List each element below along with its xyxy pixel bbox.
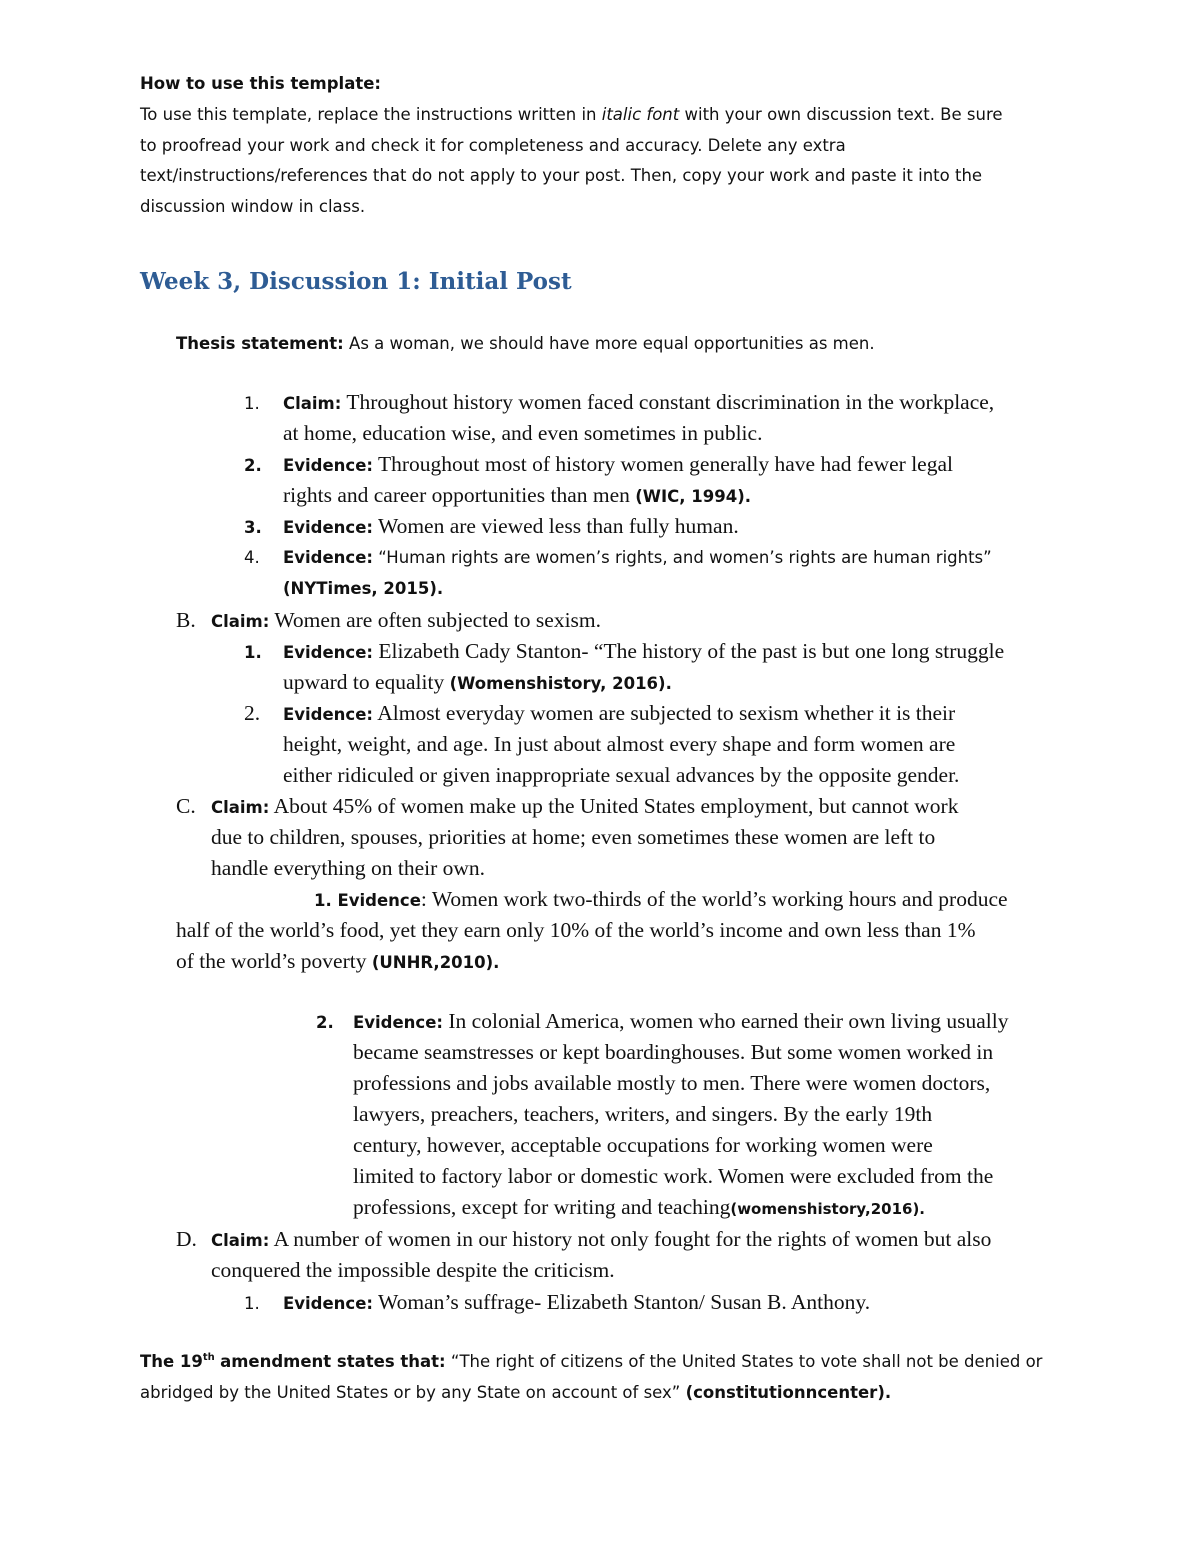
list-item-evidence (353, 1011, 1008, 1033)
citation: (constitutionncenter). (685, 1383, 892, 1402)
list-item-text: professions and jobs available mostly to men. There were women doctors, (353, 1071, 991, 1095)
citation: (WIC, 1994). (635, 487, 751, 506)
claim-label: Claim: (283, 394, 342, 413)
thesis-text: As a woman, we should have more equal opportunities as men. (349, 334, 875, 353)
list-item-text: lawyers, preachers, teachers, writers, and singers. By the early 19th (353, 1102, 933, 1126)
list-item-text: half of the world’s food, yet they earn only 10% of the world’s income and own less than 1% (176, 918, 976, 942)
howto-text: To use this template, replace the instructions written in (140, 105, 597, 124)
evidence-label: Evidence: (283, 705, 374, 724)
list-number: 1. (244, 1294, 260, 1313)
citation: (NYTimes, 2015). (283, 579, 444, 598)
amendment-label: The 19 (140, 1352, 203, 1371)
evidence-text: : Women work two-thirds of the world’s working hours and produce (420, 887, 1008, 911)
evidence-text: Elizabeth Cady Stanton- “The history of the past is but one long struggle (378, 639, 1005, 663)
evidence-text: rights and career opportunities than men (283, 483, 630, 507)
claim-text: handle everything on their own. (211, 856, 486, 880)
evidence-label: Evidence: (283, 548, 374, 567)
evidence-text: Women are viewed less than fully human. (378, 514, 739, 538)
evidence-text: professions, except for writing and teaching (353, 1195, 731, 1219)
amendment-quote: “The right of citizens of the United States to vote shall not be denied or (450, 1352, 1043, 1371)
list-number: 3. (244, 518, 262, 537)
howto-italic-text: italic font (601, 105, 680, 124)
list-item-evidence (283, 454, 953, 476)
list-item-text (283, 672, 672, 694)
citation: (womenshistory,2016). (730, 1200, 926, 1218)
list-item-evidence (283, 516, 739, 538)
howto-heading: How to use this template: (140, 74, 382, 93)
page-title: Week 3, Discussion 1: Initial Post (140, 268, 572, 295)
section-claim (211, 1229, 991, 1251)
citation: (Womenshistory, 2016). (449, 674, 672, 693)
list-item-text (353, 1197, 925, 1219)
list-item-evidence (283, 550, 992, 567)
evidence-label: Evidence: (283, 456, 374, 475)
evidence-text: of the world’s poverty (176, 949, 367, 973)
list-item-text (283, 485, 751, 507)
evidence-label: 1. Evidence (314, 891, 421, 910)
section-letter: D. (176, 1227, 197, 1251)
claim-label: Claim: (211, 1231, 270, 1250)
howto-line-3: text/instructions/references that do not apply to your post. Then, copy your work and paste it into the (140, 166, 983, 185)
evidence-text: upward to equality (283, 670, 445, 694)
claim-text: conquered the impossible despite the criticism. (211, 1258, 615, 1282)
list-item-text: height, weight, and age. In just about almost every shape and form women are (283, 732, 956, 756)
list-item-evidence (283, 641, 1004, 663)
list-number: 4. (244, 548, 260, 567)
section-claim (211, 796, 958, 818)
evidence-label: Evidence: (283, 643, 374, 662)
list-item-evidence (283, 1292, 870, 1314)
list-item-text: limited to factory labor or domestic work. Women were excluded from the (353, 1164, 994, 1188)
list-item-text: at home, education wise, and even sometimes in public. (283, 421, 763, 445)
list-item-text: either ridiculed or given inappropriate sexual advances by the opposite gender. (283, 763, 960, 787)
claim-text: Throughout history women faced constant discrimination in the workplace, (346, 390, 995, 414)
list-item-claim (283, 392, 994, 414)
amendment-line-2 (140, 1385, 891, 1402)
claim-text: About 45% of women make up the United States employment, but cannot work (273, 794, 959, 818)
list-number: 2. (244, 701, 261, 725)
amendment-sup: th (202, 1352, 215, 1363)
list-item-evidence (314, 889, 1008, 911)
citation: (UNHR,2010). (371, 953, 500, 972)
list-item-evidence (283, 703, 955, 725)
claim-text: A number of women in our history not only fought for the rights of women but also (273, 1227, 992, 1251)
claim-label: Claim: (211, 612, 270, 631)
thesis-statement (176, 336, 875, 353)
evidence-text: Almost everyday women are subjected to sexism whether it is their (377, 701, 956, 725)
section-claim (211, 610, 601, 632)
list-number: 2. (316, 1013, 334, 1032)
evidence-text: “Human rights are women’s rights, and women’s rights are human rights” (378, 548, 992, 567)
evidence-text: In colonial America, women who earned their own living usually (448, 1009, 1009, 1033)
section-letter: B. (176, 608, 196, 632)
evidence-label: Evidence: (283, 1294, 374, 1313)
evidence-text: Woman’s suffrage- Elizabeth Stanton/ Susan B. Anthony. (378, 1290, 871, 1314)
section-letter: C. (176, 794, 196, 818)
evidence-label: Evidence: (353, 1013, 444, 1032)
howto-line-4: discussion window in class. (140, 197, 366, 216)
evidence-text: Throughout most of history women generally have had fewer legal (378, 452, 953, 476)
list-number: 1. (244, 394, 260, 413)
list-item-text: century, however, acceptable occupations for working women were (353, 1133, 933, 1157)
list-item-text (176, 951, 499, 973)
list-item-text: became seamstresses or kept boardinghouses. But some women worked in (353, 1040, 994, 1064)
claim-label: Claim: (211, 798, 270, 817)
howto-text: with your own discussion text. Be sure (684, 105, 1003, 124)
amendment-line-1 (140, 1354, 1042, 1371)
howto-line-2: to proofread your work and check it for completeness and accuracy. Delete any extra (140, 136, 846, 155)
evidence-label: Evidence: (283, 518, 374, 537)
list-number: 1. (244, 643, 262, 662)
claim-text: Women are often subjected to sexism. (274, 608, 602, 632)
claim-text: due to children, spouses, priorities at home; even sometimes these women are left to (211, 825, 936, 849)
amendment-quote: abridged by the United States or by any State on account of sex” (140, 1383, 681, 1402)
thesis-label: Thesis statement: (176, 334, 344, 353)
howto-line-1 (140, 107, 1003, 124)
amendment-label: amendment states that: (220, 1352, 446, 1371)
list-number: 2. (244, 456, 262, 475)
